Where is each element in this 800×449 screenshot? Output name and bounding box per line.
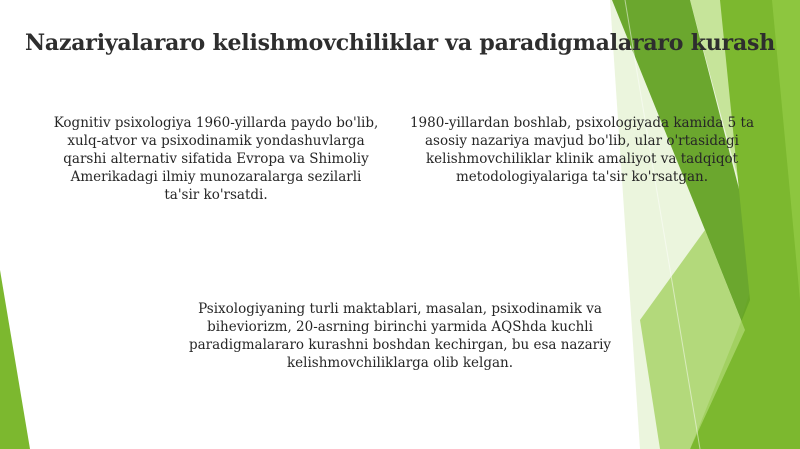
paragraph-1980s: 1980-yillardan boshlab, psixologiyada kamida 5 ta asosiy nazariya mavjud bo'lib, ular o'rtasidagi kelishmovchiliklar klinik amaliyot va tadqiqot metodologiyalariga ta'sir ko'rsatgan. [409,115,755,185]
paragraph-cognitive: Kognitiv psixologiya 1960-yillarda paydo bo'lib, xulq-atvor va psixodinamik yondashuvlarga qarshi alternativ sifatida Evropa va Shimoliy Amerikadagi ilmiy munozaralarga sezilarli ta'sir ko'rsatdi. [53,115,379,203]
paragraph-schools: Psixologiyaning turli maktablari, masalan, psixodinamik va biheviorizm, 20-asrning birinchi yarmida AQShda kuchli paradigmalararo kurashni boshdan kechirgan, bu esa nazariy kelishmovchiliklarga olib kelgan. [188,301,612,371]
slide-title: Nazariyalararo kelishmovchiliklar va paradigmalararo kurash [24,30,775,56]
left-green-sliver [0,270,30,449]
